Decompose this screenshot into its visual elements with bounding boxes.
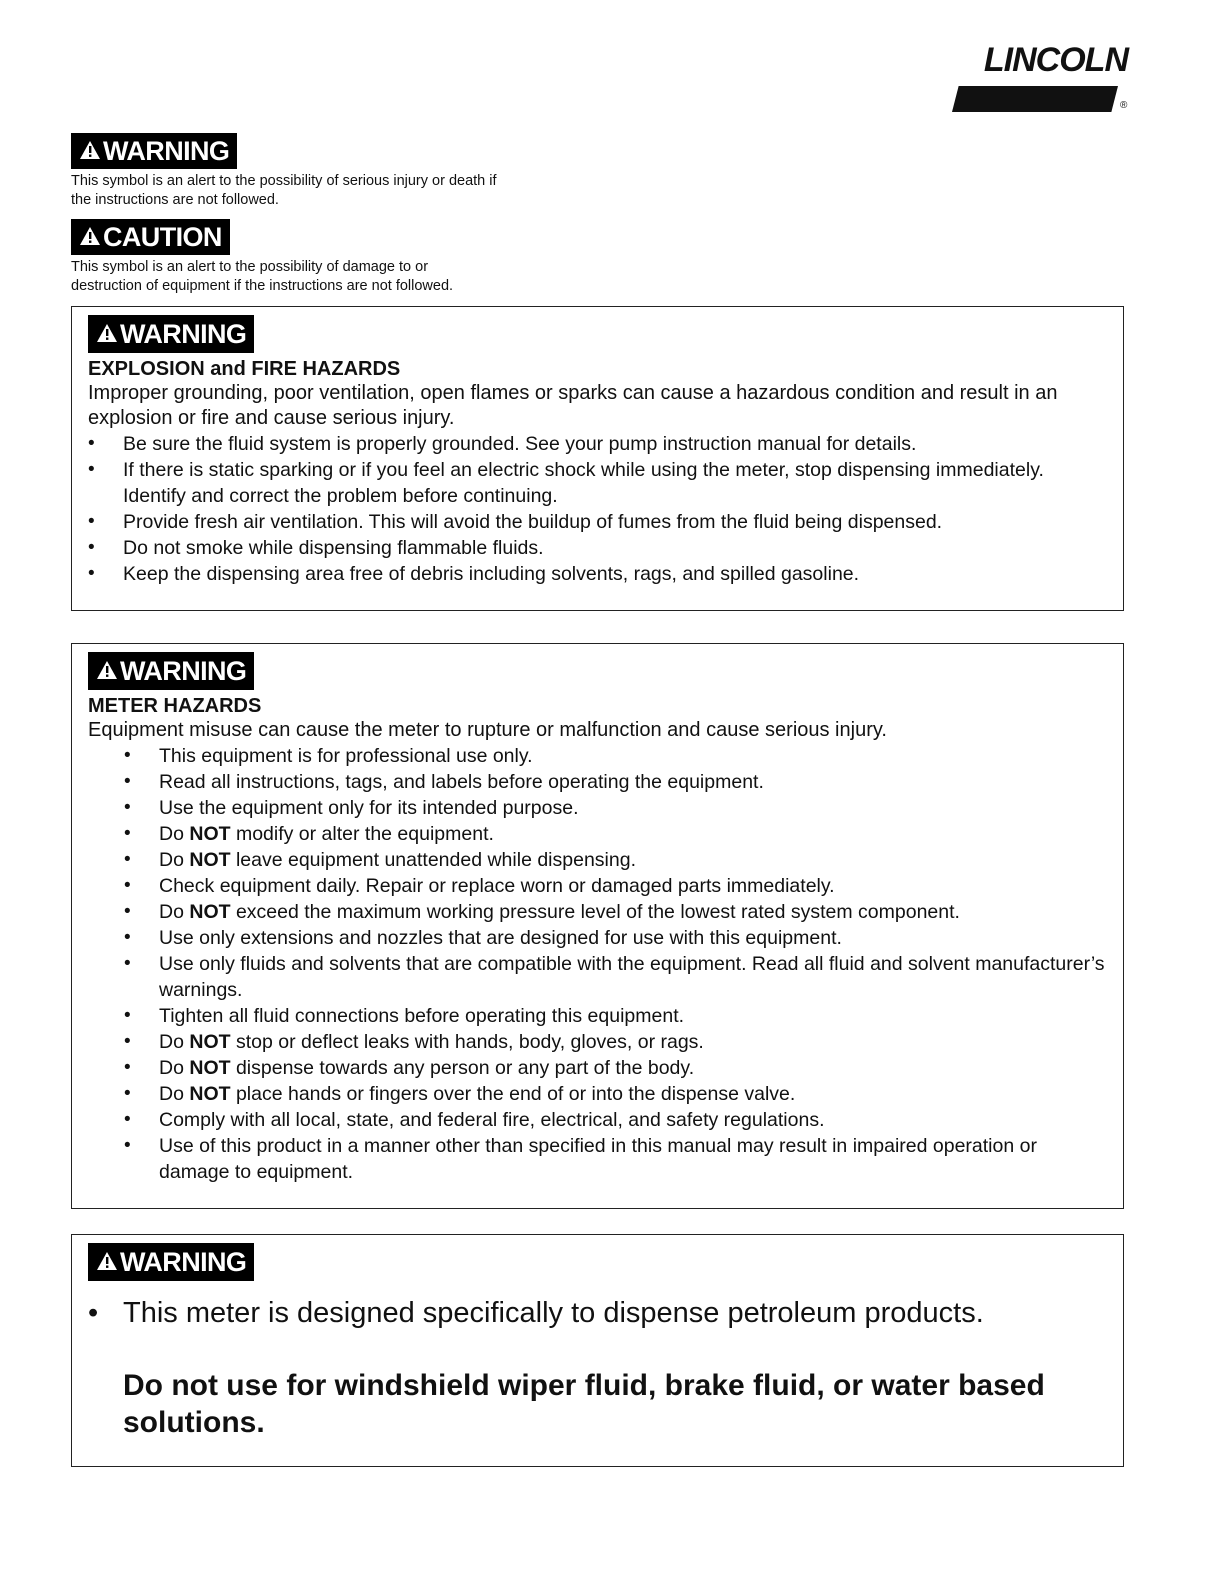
legend-caution-description: This symbol is an alert to the possibility of damage to or destruction of equipment if the instructions are not followed. (71, 259, 454, 294)
alert-triangle-icon (96, 323, 118, 343)
bullet: • (88, 433, 95, 454)
legend-warning-description: This symbol is an alert to the possibility of serious injury or death if the instructions are not followed. (71, 173, 497, 208)
bullet: • (124, 1135, 131, 1156)
bullet: • (88, 1297, 99, 1329)
list-item: • Do not smoke while dispensing flammable fluids. (88, 537, 544, 559)
list-item: • Do NOT leave equipment unattended while dispensing. (124, 849, 636, 871)
warning-badge (71, 133, 237, 169)
list-item: • Be sure the fluid system is properly grounded. See your pump instruction manual for details. (88, 433, 917, 455)
warning-badge (88, 1243, 254, 1281)
caution-badge-label: CAUTION (103, 222, 222, 252)
warning-badge-label: WARNING (103, 136, 230, 166)
list-item: • Do NOT place hands or fingers over the end of or into the dispense valve. (124, 1083, 796, 1105)
logo-wordmark: LINCOLN (983, 41, 1128, 79)
registered-mark: ® (1120, 100, 1128, 111)
list-item: • Check equipment daily. Repair or replace worn or damaged parts immediately. (124, 875, 835, 897)
list-item: • Comply with all local, state, and federal fire, electrical, and safety regulations. (124, 1109, 825, 1131)
petroleum-bold-note: Do not use for windshield wiper fluid, brake fluid, or water based solutions. (123, 1369, 1045, 1439)
bullet: • (124, 1031, 131, 1052)
explosion-list (88, 431, 1107, 587)
bullet: • (124, 1083, 131, 1104)
list-item: • Use the equipment only for its intended purpose. (124, 797, 579, 819)
bullet: • (124, 771, 131, 792)
list-item: • Do NOT modify or alter the equipment. (124, 823, 494, 845)
alert-triangle-icon (79, 140, 101, 160)
bullet: • (124, 1109, 131, 1130)
list-item: • Use only extensions and nozzles that are designed for use with this equipment. (124, 927, 842, 949)
meter-intro: Equipment misuse can cause the meter to rupture or malfunction and cause serious injury. (88, 719, 887, 741)
warning-badge (88, 315, 254, 353)
list-item: • Read all instructions, tags, and labels before operating the equipment. (124, 771, 764, 793)
list-item: • Do NOT dispense towards any person or any part of the body. (124, 1057, 695, 1079)
bullet: • (124, 875, 131, 896)
list-item: • Provide fresh air ventilation. This will avoid the buildup of fumes from the fluid being dispensed. (88, 511, 943, 533)
alert-triangle-icon (96, 1251, 118, 1271)
legend-caution (71, 219, 501, 296)
bullet: • (88, 511, 95, 532)
bullet: • (88, 563, 95, 584)
list-item: • Do NOT stop or deflect leaks with hands, body, gloves, or rags. (124, 1031, 704, 1053)
list-item: • Tighten all fluid connections before operating this equipment. (124, 1005, 685, 1027)
warning-badge-label: WARNING (120, 1247, 247, 1277)
petroleum-warning-box (71, 1234, 1124, 1467)
caution-badge (71, 219, 230, 255)
list-item: • This equipment is for professional use only. (124, 745, 533, 767)
bullet: • (124, 927, 131, 948)
bullet: • (88, 537, 95, 558)
legend-warning (71, 133, 501, 210)
alert-triangle-icon (96, 660, 118, 680)
logo-bar (952, 86, 1118, 112)
list-item: • Keep the dispensing area free of debris including solvents, rags, and spilled gasoline. (88, 563, 860, 585)
list-item: • Use of this product in a manner other than specified in this manual may result in impaired operation or damage to equipment. (124, 1135, 1037, 1183)
bullet: • (88, 459, 95, 480)
list-item: • If there is static sparking or if you feel an electric shock while using the meter, stop dispensing immediately. Identify and correct the problem before continuing. (88, 459, 1044, 507)
lincoln-logo (952, 40, 1132, 116)
explosion-hazards-box (71, 306, 1124, 611)
bullet: • (124, 745, 131, 766)
warning-badge-label: WARNING (120, 319, 247, 349)
bullet: • (124, 953, 131, 974)
meter-hazards-box (71, 643, 1124, 1209)
petroleum-item: • This meter is designed specifically to dispense petroleum products. (88, 1297, 984, 1329)
list-item: • Use only fluids and solvents that are compatible with the equipment. Read all fluid and solvent manufacturer’s warnings. (124, 953, 1105, 1001)
bullet: • (124, 849, 131, 870)
bullet: • (124, 797, 131, 818)
explosion-intro: Improper grounding, poor ventilation, open flames or sparks can cause a hazardous condition and result in an explosion or fire and cause serious injury. (88, 382, 1058, 429)
bullet: • (124, 901, 131, 922)
explosion-title: EXPLOSION and FIRE HAZARDS (88, 358, 401, 380)
bullet: • (124, 1057, 131, 1078)
bullet: • (124, 1005, 131, 1026)
meter-title: METER HAZARDS (88, 695, 262, 717)
warning-badge (88, 652, 254, 690)
meter-list (88, 743, 1107, 1185)
bullet: • (124, 823, 131, 844)
alert-triangle-icon (79, 226, 101, 246)
warning-badge-label: WARNING (120, 656, 247, 686)
list-item: • Do NOT exceed the maximum working pressure level of the lowest rated system component. (124, 901, 960, 923)
